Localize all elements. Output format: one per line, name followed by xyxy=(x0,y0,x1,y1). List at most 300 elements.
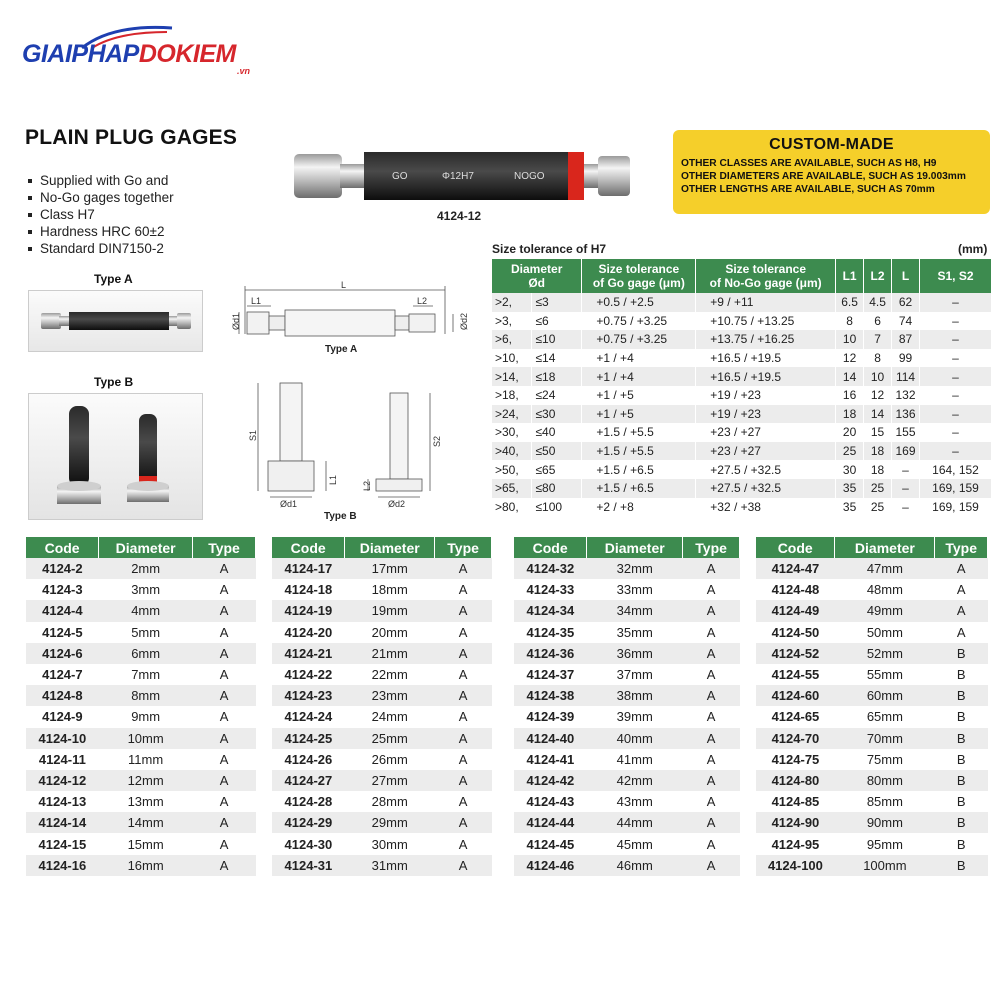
tolerance-cell: +1 / +5 xyxy=(582,405,696,424)
diameter-cell: 47mm xyxy=(835,558,935,579)
code-header-cell: Code xyxy=(756,537,835,558)
logo-suffix: .vn xyxy=(237,66,251,76)
code-row xyxy=(514,600,740,621)
code-header-cell: Type xyxy=(683,537,740,558)
type-a-photo xyxy=(28,290,203,352)
tolerance-table xyxy=(492,259,992,516)
type-cell: A xyxy=(683,728,740,749)
type-b-label: Type B xyxy=(94,375,134,389)
code-cell: 4124-7 xyxy=(26,664,99,685)
tolerance-cell: 14 xyxy=(836,367,864,386)
tolerance-cell: 8 xyxy=(836,312,864,331)
tolerance-cell: ≤80 xyxy=(532,479,582,498)
tolerance-cell: +1.5 / +5.5 xyxy=(582,442,696,461)
diameter-cell: 6mm xyxy=(99,643,193,664)
code-row xyxy=(272,579,492,600)
diameter-cell: 80mm xyxy=(835,770,935,791)
type-cell: A xyxy=(935,579,988,600)
code-cell: 4124-52 xyxy=(756,643,835,664)
diameter-cell: 11mm xyxy=(99,749,193,770)
diameter-cell: 52mm xyxy=(835,643,935,664)
tolerance-cell: +0.75 / +3.25 xyxy=(582,312,696,331)
diameter-cell: 49mm xyxy=(835,600,935,621)
type-cell: A xyxy=(683,749,740,770)
tolerance-cell: +1 / +4 xyxy=(582,367,696,386)
type-cell: A xyxy=(193,664,256,685)
type-b-gage-image xyxy=(29,394,202,519)
diameter-cell: 36mm xyxy=(587,643,683,664)
diameter-cell: 28mm xyxy=(345,791,435,812)
type-cell: A xyxy=(935,600,988,621)
tolerance-cell: +23 / +27 xyxy=(696,442,836,461)
type-cell: A xyxy=(435,579,492,600)
diameter-cell: 48mm xyxy=(835,579,935,600)
type-cell: A xyxy=(683,855,740,876)
tolerance-cell: >65, xyxy=(492,479,532,498)
tolerance-cell: – xyxy=(920,386,992,405)
code-row xyxy=(756,791,988,812)
code-cell: 4124-6 xyxy=(26,643,99,664)
code-row xyxy=(26,558,256,579)
feature-item: Class H7 xyxy=(28,206,174,223)
code-cell: 4124-44 xyxy=(514,812,587,833)
diameter-cell: 4mm xyxy=(99,600,193,621)
code-row xyxy=(514,579,740,600)
code-cell: 4124-5 xyxy=(26,622,99,643)
diameter-cell: 35mm xyxy=(587,622,683,643)
tolerance-cell: +1.5 / +6.5 xyxy=(582,460,696,479)
diameter-cell: 46mm xyxy=(587,855,683,876)
dim-B-L1: L1 xyxy=(328,474,338,485)
code-cell: 4124-14 xyxy=(26,812,99,833)
tolerance-cell: – xyxy=(920,405,992,424)
tolerance-cell: +1.5 / +5.5 xyxy=(582,423,696,442)
diameter-cell: 12mm xyxy=(99,770,193,791)
tolerance-cell: 8 xyxy=(864,349,892,368)
dim-L1: L1 xyxy=(251,296,262,306)
type-cell: A xyxy=(193,855,256,876)
type-cell: A xyxy=(193,579,256,600)
code-cell: 4124-70 xyxy=(756,728,835,749)
code-cell: 4124-37 xyxy=(514,664,587,685)
tolerance-cell: +27.5 / +32.5 xyxy=(696,460,836,479)
type-cell: A xyxy=(435,812,492,833)
code-row xyxy=(756,643,988,664)
diameter-cell: 34mm xyxy=(587,600,683,621)
type-cell: A xyxy=(935,622,988,643)
code-row xyxy=(26,622,256,643)
code-cell: 4124-16 xyxy=(26,855,99,876)
tolerance-cell: >18, xyxy=(492,386,532,405)
tolerance-cell: 16 xyxy=(836,386,864,405)
code-cell: 4124-85 xyxy=(756,791,835,812)
code-cell: 4124-80 xyxy=(756,770,835,791)
tolerance-cell: 62 xyxy=(892,293,920,312)
code-cell: 4124-25 xyxy=(272,728,345,749)
tolerance-cell: 136 xyxy=(892,405,920,424)
custom-made-box xyxy=(673,130,990,214)
type-cell: A xyxy=(193,770,256,791)
code-cell: 4124-35 xyxy=(514,622,587,643)
type-cell: A xyxy=(435,685,492,706)
diameter-cell: 43mm xyxy=(587,791,683,812)
tolerance-cell: 74 xyxy=(892,312,920,331)
code-cell: 4124-18 xyxy=(272,579,345,600)
code-cell: 4124-30 xyxy=(272,833,345,854)
diameter-cell: 55mm xyxy=(835,664,935,685)
tolerance-cell: 169, 159 xyxy=(920,498,992,517)
code-cell: 4124-29 xyxy=(272,812,345,833)
code-row xyxy=(756,600,988,621)
code-row xyxy=(272,728,492,749)
code-row xyxy=(756,749,988,770)
code-row xyxy=(272,706,492,727)
tolerance-cell: – xyxy=(920,330,992,349)
tolerance-cell: ≤65 xyxy=(532,460,582,479)
tolerance-cell: >24, xyxy=(492,405,532,424)
page-title: PLAIN PLUG GAGES xyxy=(25,126,238,149)
code-row xyxy=(514,685,740,706)
code-cell: 4124-32 xyxy=(514,558,587,579)
dim-L2: L2 xyxy=(417,296,428,306)
tolerance-cell: 164, 152 xyxy=(920,460,992,479)
type-cell: A xyxy=(435,558,492,579)
type-a-gage-image xyxy=(29,291,202,351)
tolerance-row xyxy=(492,423,992,442)
code-row xyxy=(756,558,988,579)
code-cell: 4124-12 xyxy=(26,770,99,791)
diameter-cell: 24mm xyxy=(345,706,435,727)
tolerance-cell: +1.5 / +6.5 xyxy=(582,479,696,498)
tolerance-unit: (mm) xyxy=(958,242,988,256)
code-row xyxy=(272,622,492,643)
product-code: 4124-12 xyxy=(437,209,482,223)
code-cell: 4124-34 xyxy=(514,600,587,621)
tolerance-cell: +32 / +38 xyxy=(696,498,836,517)
diameter-cell: 5mm xyxy=(99,622,193,643)
code-row xyxy=(514,770,740,791)
type-cell: A xyxy=(683,770,740,791)
code-cell: 4124-45 xyxy=(514,833,587,854)
feature-item: No-Go gages together xyxy=(28,189,174,206)
tolerance-cell: >50, xyxy=(492,460,532,479)
code-cell: 4124-22 xyxy=(272,664,345,685)
type-cell: A xyxy=(683,706,740,727)
tolerance-row xyxy=(492,386,992,405)
code-row xyxy=(756,685,988,706)
feature-list xyxy=(28,172,174,257)
custom-line: OTHER DIAMETERS ARE AVAILABLE, SUCH AS 19.003mm xyxy=(681,171,966,182)
tolerance-cell: 20 xyxy=(836,423,864,442)
tolerance-body xyxy=(492,293,992,516)
type-cell: B xyxy=(935,685,988,706)
type-cell: A xyxy=(683,664,740,685)
tolerance-cell: ≤100 xyxy=(532,498,582,517)
code-row xyxy=(26,833,256,854)
tolerance-cell: 99 xyxy=(892,349,920,368)
dim-B-d2: Ød2 xyxy=(388,499,406,509)
tolerance-row xyxy=(492,498,992,517)
code-cell: 4124-19 xyxy=(272,600,345,621)
diameter-cell: 27mm xyxy=(345,770,435,791)
diameter-cell: 22mm xyxy=(345,664,435,685)
tolerance-header-cell: Size tolerance of Go gage (μm) xyxy=(582,259,696,293)
code-cell: 4124-48 xyxy=(756,579,835,600)
code-row xyxy=(26,643,256,664)
diameter-cell: 75mm xyxy=(835,749,935,770)
tolerance-row xyxy=(492,460,992,479)
code-cell: 4124-42 xyxy=(514,770,587,791)
type-cell: A xyxy=(435,770,492,791)
code-cell: 4124-20 xyxy=(272,622,345,643)
diameter-cell: 9mm xyxy=(99,706,193,727)
tolerance-cell: – xyxy=(920,349,992,368)
code-cell: 4124-27 xyxy=(272,770,345,791)
tolerance-cell: ≤10 xyxy=(532,330,582,349)
code-header-cell: Diameter xyxy=(835,537,935,558)
type-cell: A xyxy=(435,664,492,685)
type-cell: A xyxy=(683,622,740,643)
tolerance-cell: >6, xyxy=(492,330,532,349)
code-cell: 4124-60 xyxy=(756,685,835,706)
tolerance-cell: – xyxy=(892,498,920,517)
tolerance-cell: – xyxy=(920,293,992,312)
type-cell: A xyxy=(435,600,492,621)
code-cell: 4124-36 xyxy=(514,643,587,664)
code-row xyxy=(26,706,256,727)
tolerance-row xyxy=(492,479,992,498)
tolerance-cell: 14 xyxy=(864,405,892,424)
diameter-cell: 60mm xyxy=(835,685,935,706)
code-header-cell: Diameter xyxy=(345,537,435,558)
diameter-cell: 10mm xyxy=(99,728,193,749)
code-row xyxy=(26,791,256,812)
tolerance-header-cell: L1 xyxy=(836,259,864,293)
tolerance-header-cell: Diameter Ød xyxy=(492,259,582,293)
code-row xyxy=(272,855,492,876)
code-cell: 4124-24 xyxy=(272,706,345,727)
code-cell: 4124-26 xyxy=(272,749,345,770)
tolerance-cell: 4.5 xyxy=(864,293,892,312)
code-row xyxy=(514,728,740,749)
tolerance-cell: +1 / +5 xyxy=(582,386,696,405)
tolerance-cell: 35 xyxy=(836,498,864,517)
type-cell: B xyxy=(935,812,988,833)
code-cell: 4124-8 xyxy=(26,685,99,706)
tolerance-cell: 132 xyxy=(892,386,920,405)
code-cell: 4124-15 xyxy=(26,833,99,854)
diameter-cell: 26mm xyxy=(345,749,435,770)
diameter-cell: 14mm xyxy=(99,812,193,833)
code-cell: 4124-95 xyxy=(756,833,835,854)
type-cell: A xyxy=(683,600,740,621)
code-row xyxy=(756,770,988,791)
diameter-cell: 45mm xyxy=(587,833,683,854)
code-cell: 4124-2 xyxy=(26,558,99,579)
tolerance-cell: – xyxy=(920,423,992,442)
custom-line: OTHER LENGTHS ARE AVAILABLE, SUCH AS 70mm xyxy=(681,184,935,195)
nogo-label: NOGO xyxy=(514,171,545,182)
diameter-cell: 95mm xyxy=(835,833,935,854)
code-cell: 4124-47 xyxy=(756,558,835,579)
code-row xyxy=(272,791,492,812)
tolerance-cell: ≤6 xyxy=(532,312,582,331)
tolerance-cell: 18 xyxy=(864,442,892,461)
type-cell: A xyxy=(193,600,256,621)
code-row xyxy=(756,622,988,643)
type-cell: A xyxy=(193,833,256,854)
code-cell: 4124-23 xyxy=(272,685,345,706)
type-cell: A xyxy=(435,643,492,664)
code-header-cell: Type xyxy=(435,537,492,558)
diameter-cell: 16mm xyxy=(99,855,193,876)
tolerance-cell: +0.75 / +3.25 xyxy=(582,330,696,349)
code-row xyxy=(514,749,740,770)
tolerance-cell: ≤18 xyxy=(532,367,582,386)
type-cell: A xyxy=(435,791,492,812)
code-table-3 xyxy=(514,537,740,876)
code-row xyxy=(26,579,256,600)
diameter-cell: 2mm xyxy=(99,558,193,579)
type-cell: A xyxy=(935,558,988,579)
type-cell: A xyxy=(683,833,740,854)
tolerance-cell: – xyxy=(920,312,992,331)
diameter-cell: 18mm xyxy=(345,579,435,600)
code-cell: 4124-55 xyxy=(756,664,835,685)
tolerance-cell: >40, xyxy=(492,442,532,461)
code-cell: 4124-50 xyxy=(756,622,835,643)
type-cell: A xyxy=(435,728,492,749)
type-b-dimension-diagram xyxy=(240,375,450,525)
type-cell: A xyxy=(193,812,256,833)
brand-logo[interactable] xyxy=(22,22,272,76)
type-cell: B xyxy=(935,770,988,791)
code-cell: 4124-33 xyxy=(514,579,587,600)
code-row xyxy=(514,812,740,833)
logo-part-2: DOKIEM xyxy=(138,40,236,68)
diameter-cell: 100mm xyxy=(835,855,935,876)
code-header-cell: Code xyxy=(272,537,345,558)
tolerance-cell: 35 xyxy=(836,479,864,498)
code-cell: 4124-28 xyxy=(272,791,345,812)
tolerance-row xyxy=(492,367,992,386)
diameter-cell: 19mm xyxy=(345,600,435,621)
code-row xyxy=(756,728,988,749)
dim-d2: Ød2 xyxy=(459,312,469,330)
code-row xyxy=(26,770,256,791)
code-row xyxy=(26,685,256,706)
feature-item: Hardness HRC 60±2 xyxy=(28,223,174,240)
tolerance-cell: 169, 159 xyxy=(920,479,992,498)
code-row xyxy=(756,833,988,854)
type-cell: A xyxy=(683,685,740,706)
code-row xyxy=(272,664,492,685)
dim-d1: Ød1 xyxy=(231,312,241,330)
go-label: GO xyxy=(392,171,408,182)
code-cell: 4124-21 xyxy=(272,643,345,664)
code-cell: 4124-90 xyxy=(756,812,835,833)
tolerance-cell: 25 xyxy=(864,498,892,517)
tolerance-cell: 10 xyxy=(836,330,864,349)
plug-gage-product-image xyxy=(292,148,632,208)
tolerance-row xyxy=(492,405,992,424)
code-row xyxy=(272,600,492,621)
feature-item: Standard DIN7150-2 xyxy=(28,240,174,257)
tolerance-row xyxy=(492,293,992,312)
tolerance-header-cell: L2 xyxy=(864,259,892,293)
tolerance-cell: 155 xyxy=(892,423,920,442)
type-cell: A xyxy=(683,812,740,833)
tolerance-cell: 18 xyxy=(836,405,864,424)
diameter-cell: 37mm xyxy=(587,664,683,685)
type-b-photo xyxy=(28,393,203,520)
type-cell: A xyxy=(683,643,740,664)
tolerance-cell: >2, xyxy=(492,293,532,312)
logo-part-1: GIAIPHAP xyxy=(22,40,139,68)
dim-B-d1: Ød1 xyxy=(280,499,298,509)
tolerance-cell: +27.5 / +32.5 xyxy=(696,479,836,498)
code-row xyxy=(26,600,256,621)
code-row xyxy=(272,643,492,664)
code-table-1 xyxy=(26,537,256,876)
type-cell: A xyxy=(193,685,256,706)
code-cell: 4124-65 xyxy=(756,706,835,727)
type-cell: A xyxy=(435,855,492,876)
type-cell: A xyxy=(683,558,740,579)
diameter-cell: 70mm xyxy=(835,728,935,749)
code-row xyxy=(272,685,492,706)
diameter-cell: 39mm xyxy=(587,706,683,727)
code-cell: 4124-3 xyxy=(26,579,99,600)
tolerance-row xyxy=(492,349,992,368)
tolerance-cell: ≤40 xyxy=(532,423,582,442)
diameter-cell: 44mm xyxy=(587,812,683,833)
tolerance-cell: – xyxy=(920,367,992,386)
code-row xyxy=(756,855,988,876)
tolerance-header-cell: Size tolerance of No-Go gage (μm) xyxy=(696,259,836,293)
type-cell: A xyxy=(683,791,740,812)
type-cell: A xyxy=(683,579,740,600)
diameter-cell: 65mm xyxy=(835,706,935,727)
tolerance-cell: >80, xyxy=(492,498,532,517)
dim-S1: S1 xyxy=(248,429,258,441)
diameter-cell: 21mm xyxy=(345,643,435,664)
tolerance-cell: >30, xyxy=(492,423,532,442)
diameter-cell: 29mm xyxy=(345,812,435,833)
tolerance-row xyxy=(492,312,992,331)
type-cell: A xyxy=(193,749,256,770)
tolerance-cell: – xyxy=(892,479,920,498)
code-row xyxy=(26,728,256,749)
type-cell: A xyxy=(193,622,256,643)
type-cell: A xyxy=(193,791,256,812)
code-row xyxy=(514,558,740,579)
code-cell: 4124-39 xyxy=(514,706,587,727)
code-header-cell: Diameter xyxy=(99,537,193,558)
code-table-4 xyxy=(756,537,988,876)
type-a-label: Type A xyxy=(94,272,133,286)
diameter-cell: 42mm xyxy=(587,770,683,791)
code-cell: 4124-75 xyxy=(756,749,835,770)
code-cell: 4124-49 xyxy=(756,600,835,621)
code-cell: 4124-40 xyxy=(514,728,587,749)
feature-item: Supplied with Go and xyxy=(28,172,174,189)
tolerance-cell: – xyxy=(892,460,920,479)
tolerance-cell: +10.75 / +13.25 xyxy=(696,312,836,331)
type-cell: A xyxy=(193,643,256,664)
tolerance-cell: >14, xyxy=(492,367,532,386)
tolerance-cell: +1 / +4 xyxy=(582,349,696,368)
